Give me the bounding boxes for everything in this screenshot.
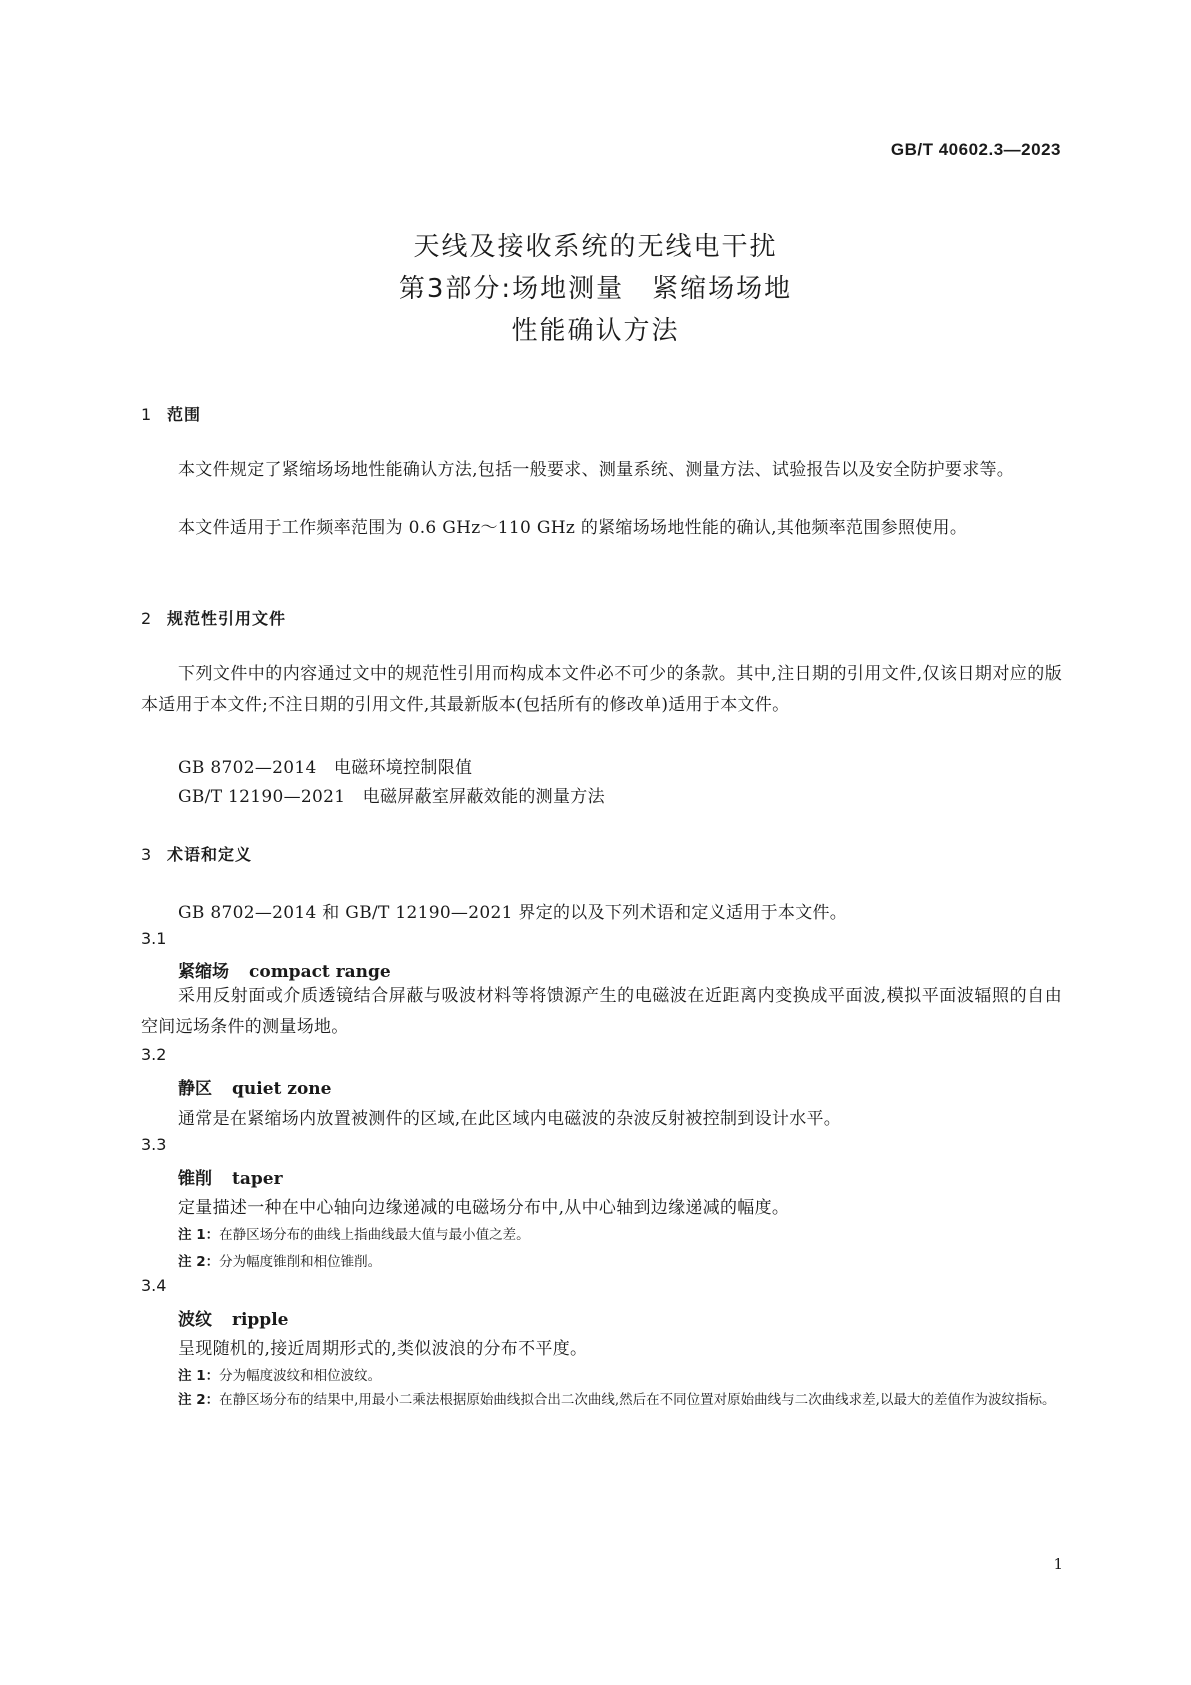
term-entry [178, 1164, 283, 1189]
term-entry [178, 957, 391, 982]
term-en: compact range [249, 962, 391, 982]
term-zh: 波纹 [178, 1310, 212, 1330]
note-text: 分为幅度波纹和相位波纹。 [219, 1368, 382, 1384]
normative-reference: GB 8702—2014 电磁环境控制限值 [178, 758, 473, 778]
note-label: 注 1： [178, 1227, 220, 1243]
section-3-heading [141, 842, 252, 865]
term-note [178, 1223, 530, 1243]
term-number: 3.2 [141, 1045, 167, 1064]
paragraph: 本文件适用于工作频率范围为 0.6 GHz～110 GHz 的紧缩场场地性能的确认,其他频率范围参照使用。 [178, 518, 968, 538]
term-entry [178, 1305, 288, 1330]
term-definition: 定量描述一种在中心轴向边缘递减的电磁场分布中,从中心轴到边缘递减的幅度。 [178, 1198, 790, 1218]
standard-number: GB/T 40602.3—2023 [890, 140, 1061, 159]
page-number: 1 [1053, 1555, 1063, 1573]
note-text: 分为幅度锥削和相位锥削。 [219, 1254, 382, 1270]
term-note [178, 1364, 381, 1384]
section-title: 规范性引用文件 [167, 609, 287, 628]
term-definition: 呈现随机的,接近周期形式的,类似波浪的分布不平度。 [178, 1339, 588, 1359]
terms-intro: GB 8702—2014 和 GB/T 12190—2021 界定的以及下列术语和定义适用于本文件。 [178, 903, 848, 923]
term-note [178, 1387, 1102, 1414]
normative-reference: GB/T 12190—2021 电磁屏蔽室屏蔽效能的测量方法 [178, 787, 605, 807]
section-title: 术语和定义 [167, 845, 253, 864]
title-line-3: 性能确认方法 [511, 316, 680, 346]
note-label: 注 2： [178, 1254, 220, 1270]
section-number: 3 [141, 845, 153, 864]
term-definition: 采用反射面或介质透镜结合屏蔽与吸波材料等将馈源产生的电磁波在近距离内变换成平面波,模拟平面波辐照的自由空间远场条件的测量场地。 [141, 986, 1062, 1037]
term-zh: 紧缩场 [178, 962, 229, 982]
section-number: 2 [141, 609, 153, 628]
paragraph: 本文件规定了紧缩场场地性能确认方法,包括一般要求、测量系统、测量方法、试验报告以及安全防护要求等。 [178, 460, 1015, 480]
term-definition: 通常是在紧缩场内放置被测件的区域,在此区域内电磁波的杂波反射被控制到设计水平。 [178, 1109, 842, 1129]
note-text: 在静区场分布的曲线上指曲线最大值与最小值之差。 [219, 1227, 530, 1243]
paragraph: 下列文件中的内容通过文中的规范性引用而构成本文件必不可少的条款。其中,注日期的引用文件,仅该日期对应的版本适用于本文件;不注日期的引用文件,其最新版本(包括所有的修改单)适用于本文件。 [141, 664, 1062, 715]
section-number: 1 [141, 405, 153, 424]
term-note [178, 1250, 381, 1270]
term-en: taper [232, 1169, 283, 1189]
term-zh: 静区 [178, 1079, 212, 1099]
term-en: ripple [232, 1310, 289, 1330]
section-2-heading [141, 606, 286, 629]
term-en: quiet zone [232, 1079, 332, 1099]
section-1-heading [141, 402, 201, 425]
term-zh: 锥削 [178, 1169, 212, 1189]
note-text: 在静区场分布的结果中,用最小二乘法根据原始曲线拟合出二次曲线,然后在不同位置对原始曲线与二次曲线求差,以最大的差值作为波纹指标。 [219, 1392, 1056, 1408]
term-number: 3.4 [141, 1276, 167, 1295]
title-line-2: 第3部分:场地测量 紧缩场场地 [398, 274, 793, 304]
note-label: 注 2： [178, 1392, 220, 1408]
section-title: 范围 [167, 405, 202, 424]
note-label: 注 1： [178, 1368, 220, 1384]
term-number: 3.3 [141, 1135, 167, 1154]
term-number: 3.1 [141, 929, 167, 948]
title-line-1: 天线及接收系统的无线电干扰 [413, 232, 778, 262]
term-entry [178, 1074, 331, 1099]
